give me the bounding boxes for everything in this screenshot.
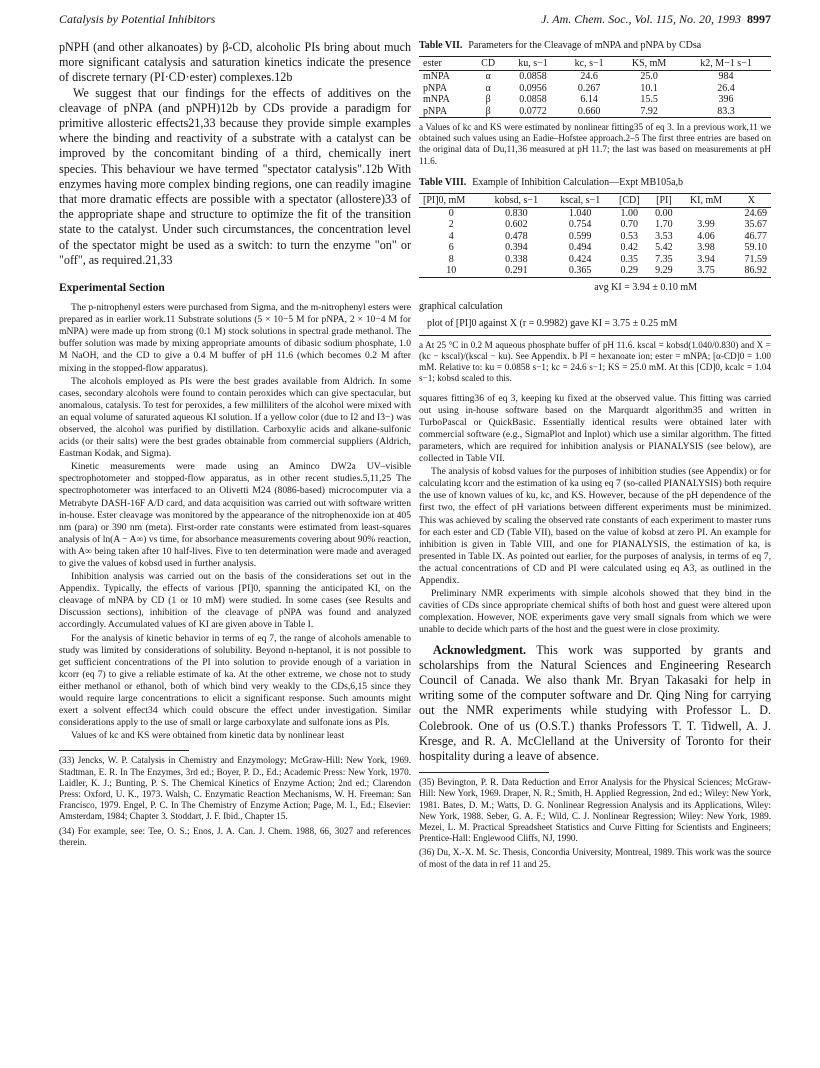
table-footnote: a Values of kc and KS were estimated by nonlinear fitting35 of eq 3. In a previous work,11 we obtained such values using an Eadie–Hofstee approach.2–5 The first three entries are based on the original data of Du,11,36 measured at pH 11.7; the last was based on measurements at pH 11.6. xyxy=(419,122,771,166)
footnote-divider xyxy=(59,750,189,751)
table-cell: 0.478 xyxy=(505,230,528,242)
column-header: X xyxy=(732,193,771,207)
reference-item: (35) Bevington, P. R. Data Reduction and Error Analysis for the Physical Sciences; McGraw-Hill: New York, 1969. Draper, N. R.; Smith, H. Applied Regression, 2nd ed.; Wiley: New York, 1981. Bates, D. M.; Watts, D. G. Nonlinear Regression Analysis and its Applications, Wiley: New York, 1988. Seber, G. A. F.; Wild, C. J. Nonlinear Regression; Wiley: New York, 1989. Mezei, L. M. Practical Spreadsheet Statistics and Curve Fitting for Scientists and Engineers; Prentice-Hall: Englewood Cliffs, NJ, 1990. xyxy=(419,777,771,844)
table-header-row xyxy=(419,193,771,207)
table-cell: 0.53 xyxy=(620,230,639,242)
table-row xyxy=(419,94,771,106)
table-cell: 26.4 xyxy=(717,82,735,94)
table-cell: 3.94 xyxy=(697,253,715,265)
graphical-heading: graphical calculation xyxy=(419,300,503,312)
table-cell: 10.1 xyxy=(640,82,658,94)
table-cell: 5.42 xyxy=(655,242,673,254)
paragraph: We suggest that our findings for the effects of additives on the cleavage of pNPA (and pNPH)12b by CDs provide a paradigm for primitive allosteric effects21,33 because they provide simple examples where the binding and reactivity of a substrate with a catalyst can be improved by the concomitant binding of a third, chemically inert species. This behaviour we have termed "spectator catalysis".12b With enzymes having more complex binding regions, one can readily imagine that more dramatic effects are possible with a spectator (allostere)33 of the appropriate shape and structure to optimize the fit of the transition state to the catalyst. Under such circumstances, the concentration level of the spectator might be used as a switch: to turn the enzyme "on" or "off", as required.21,33 xyxy=(59,85,411,267)
table-cell: 0.35 xyxy=(620,253,639,265)
left-column xyxy=(59,40,411,848)
table-cell: 0.291 xyxy=(483,265,549,277)
journal-name: J. Am. Chem. Soc., Vol. 115, No. 20, 1993 xyxy=(541,12,741,26)
paragraph: The p-nitrophenyl esters were purchased from Sigma, and the m-nitrophenyl esters were prepared as in earlier work.11 Substrate solutions (5 × 10−5 M for pNPA, 2 × 10−4 M for mNPA) were made up from strong (0.1 M) stock solutions in spectral grade methanol. The buffer solution was made by mixing appropriate amounts of dibasic sodium phosphate, 1.0 M NaOH, and the CD to give a 0.4 M buffer of pH 11.6 (which becomes 0.2 M after mixing in the stopped-flow apparatus). xyxy=(59,302,411,374)
table-cell: 6.14 xyxy=(580,94,598,105)
page-number: 8997 xyxy=(747,12,771,26)
table-cell: 1.040 xyxy=(568,207,592,219)
table-cell: 2 xyxy=(448,219,454,231)
table-cell: pNPA xyxy=(419,106,472,118)
paragraph: The alcohols employed as PIs were the best grades available from Aldrich. In some cases, secondary alcohols were found to contain peroxides which can give spectacular, but anomalous, catalysis. To test for peroxides, a few milliliters of the alcohol were mixed with an equal volume of saturated aqueous KI solution. If a yellow color (due to I2 and I3−) was observed, the alcohol was purified by distillation. Carboxylic acids and alkane-sulfonic acids (or their salts) were the best grades obtainable from commercial suppliers (Aldrich, Eastman Kodak, and Sigma). xyxy=(59,375,411,460)
table-cell: 0.602 xyxy=(505,219,528,231)
table-cell: 984 xyxy=(718,71,734,82)
reference-item: (34) For example, see: Tee, O. S.; Enos, J. A. Can. J. Chem. 1988, 66, 3027 and references therein. xyxy=(59,825,411,847)
table-cell: α xyxy=(485,82,491,94)
parameters-table xyxy=(419,56,771,118)
table-cell: 0.0858 xyxy=(519,94,547,105)
column-header: kobsd, s−1 xyxy=(483,193,549,207)
table-row xyxy=(419,71,771,83)
table-cell: 6 xyxy=(448,242,454,254)
table-header-row xyxy=(419,57,771,71)
table-cell: β xyxy=(472,106,505,118)
running-title: Catalysis by Potential Inhibitors xyxy=(59,12,216,26)
reference-list xyxy=(419,777,771,870)
table-label: Table VIII. xyxy=(419,176,467,188)
column-header: [PI]0, mM xyxy=(419,193,483,207)
table-cell: 0.394 xyxy=(505,242,528,254)
table-row xyxy=(419,231,771,243)
column-header: [PI] xyxy=(648,193,681,207)
column-header: kc, s−1 xyxy=(561,57,617,71)
table-cell: 4.06 xyxy=(697,230,715,242)
table-title: Parameters for the Cleavage of mNPA and pNPA by CDsa xyxy=(468,40,702,51)
table-cell: 9.29 xyxy=(648,265,681,277)
table-row xyxy=(419,265,771,277)
column-header: KS, mM xyxy=(617,57,681,71)
table-cell: 3.75 xyxy=(680,265,732,277)
table-cell: 0.0956 xyxy=(519,82,547,94)
journal-citation xyxy=(541,12,771,27)
graphical-result: plot of [PI]0 against X (r = 0.9982) gave KI = 3.75 ± 0.25 mM xyxy=(419,318,771,336)
table-cell: 0.754 xyxy=(568,219,592,231)
paragraph: Preliminary NMR experiments with simple alcohols showed that they bind in the cavities of CDs since appropriate chemical shifts of both host and guest were altered upon complexation. However, NOE experiments gave very small signals from which we were unable to decide which parts of the host and the guest were in close proximity. xyxy=(419,588,771,636)
table-row xyxy=(419,219,771,231)
table-cell: 0.42 xyxy=(620,242,639,254)
table-cell: 3.98 xyxy=(697,242,715,254)
table-cell: 83.3 xyxy=(681,106,771,118)
table-cell: 1.70 xyxy=(655,219,673,231)
table-cell: pNPA xyxy=(423,82,448,94)
acknowledgment xyxy=(419,643,771,765)
column-header: ester xyxy=(419,57,472,71)
table-cell xyxy=(680,207,732,219)
paragraph: The analysis of kobsd values for the purposes of inhibition studies (see Appendix) or for calculating kcorr and the estimation of ka using eq 7 (so-called PIANALYSIS) both require the use of known values of ku, kc, and KS. However, because of the pH dependence of the first two, the effect of pH variations between different experiments must be minimized. This was achieved by scaling the observed rate constants of each experiment to master runs for each ester and CD (Table VII), based on the value of kobsd at zero PI. An example for inhibition is given in Table VIII, and one for PIANALYSIS, the estimation of ka, is presented in Table IX. As pointed out earlier, for the purposes of analysis, in terms of eq 7, the actual concentrations of CD and PI were calculated using eq A3, as outlined in the Appendix. xyxy=(419,466,771,587)
table-cell: 3.53 xyxy=(655,230,673,242)
table-cell: 0.267 xyxy=(577,82,601,94)
table-label: Table VII. xyxy=(419,40,463,51)
table-cell: 24.69 xyxy=(744,207,767,219)
right-column xyxy=(419,40,771,870)
reference-item: (36) Du, X.-X. M. Sc. Thesis, Concordia University, Montreal, 1989. This work was the source of most of the data in ref 11 and 25. xyxy=(419,847,771,869)
acknowledgment-title: Acknowledgment. xyxy=(433,642,527,657)
table-cell: 0.830 xyxy=(505,207,528,219)
table-cell: 396 xyxy=(718,94,734,105)
paragraph: pNPH (and other alkanoates) by β-CD, alcoholic PIs bring about much more significant catalysis and saturation kinetics indicate the presence of discrete ternary (PI·CD·ester) complexes.12b xyxy=(59,40,411,85)
table-title: Example of Inhibition Calculation—Expt MB105a,b xyxy=(472,176,684,188)
table-cell: 0 xyxy=(448,207,454,219)
table-cell: 35.67 xyxy=(744,219,767,231)
table-cell: 15.5 xyxy=(640,94,658,105)
column-header: ku, s−1 xyxy=(505,57,562,71)
footnote-divider xyxy=(419,772,549,773)
table-cell: 0.599 xyxy=(568,230,592,242)
table-cell: α xyxy=(485,71,491,82)
table-row xyxy=(419,242,771,254)
acknowledgment-text: This work was supported by grants and scholarships from the Natural Sciences and Engineering Research Council of Canada. We also thank Mr. Bryan Takasaki for help in writing some of the computer software and Dr. Qing Ning for carrying out the NMR experiments while studying with Professor L. D. Colebrook. One of us (O.S.T.) thanks Professors T. T. Tidwell, A. J. Kresge, and R. A. McClelland at the University of Toronto for their hospitality during a leave of absence. xyxy=(419,642,771,763)
table-cell: 59.10 xyxy=(744,242,767,254)
table-cell: 24.6 xyxy=(580,71,598,82)
table-cell: 0.424 xyxy=(568,253,592,265)
paragraph: Values of kc and KS were obtained from kinetic data by nonlinear least xyxy=(71,730,345,742)
average-result: avg KI = 3.94 ± 0.10 mM xyxy=(594,281,697,293)
column-header: kscal, s−1 xyxy=(549,193,611,207)
reference-item: (33) Jencks, W. P. Catalysis in Chemistry and Enzymology; McGraw-Hill: New York, 1969. Stadtman, E. R. In The Enzymes, 3rd ed.; Boyer, P. D., Ed.; Academic Press: New York, 1970. Laidler, K. J.; Bunting, P. S. The Chemical Kinetics of Enzyme Action; 2nd ed.; Clarendon Press: Oxford, U. K., 1973. Walsh, C. Enzymatic Reaction Mechanisms, W. H. Freeman: San Francisco, 1979. Engel, P. C. In The Chemistry of Enzyme Action; Page, M. I., Ed.; Elsevier: Amsterdam, 1984; Chapter 3. Stoddart, J. F. Ibid., Chapter 15. xyxy=(59,755,411,822)
paragraph: Inhibition analysis was carried out on the basis of the considerations set out in the Appendix. Typically, the effects of various [PI]0, spanning the anticipated KI, on the cleavage of mNPA by CD (1 or 10 mM) were studied. In some cases (see Results and Discussion sections), inhibition of the cleavage of pNPA was found and analyzed accordingly. Accumulated values of KI are given above in Table I. xyxy=(59,571,411,631)
table-cell: 46.77 xyxy=(744,230,767,242)
section-title: Experimental Section xyxy=(59,282,165,295)
table-cell: mNPA xyxy=(423,94,450,105)
table-cell: 0.365 xyxy=(549,265,611,277)
table-row xyxy=(419,207,771,219)
paragraph: squares fitting36 of eq 3, keeping ku fixed at the observed value. This fitting was carried out using in-house software based on the Marquardt algorithm35 and written in TurboPascal or QuickBasic. Essentially identical results were obtained later with commercial software (e.g., SigmaPlot and Inplot) which use a similar algorithm. The fitted parameters, which are required for inhibition analysis or PIANALYSIS (see below), are collected in Table VII. xyxy=(419,392,771,465)
table-cell: 71.59 xyxy=(744,253,767,265)
table-row xyxy=(419,254,771,266)
table-cell: 10 xyxy=(419,265,483,277)
table-caption xyxy=(419,177,771,189)
table-cell: 0.00 xyxy=(655,207,673,219)
table-cell: 25.0 xyxy=(640,71,658,82)
paragraph: Kinetic measurements were made using an Aminco DW2a UV–visible spectrophotometer and stopped-flow apparatus, as in other recent studies.5,11,25 The spectrophotometer was interfaced to an Olivetti M24 (8086-based) microcomputer via a Metrabyte DASH-16F A/D card, and data acquisition was carried out with software written in-house. Ester cleavage was monitored by the appearance of the nitrophenoxide ion at 405 nm (para) or 390 nm (meta). First-order rate constants were estimated from least-squares analysis of ln(A − A∞) vs time, for absorbance measurements covering about 90% reaction, with A∞ being taken after 10 half-lives. Five to ten determination were made and averaged to give the values of kobsd used in further analysis. xyxy=(59,461,411,570)
table-caption xyxy=(419,40,771,52)
table-cell: 3.99 xyxy=(697,219,715,231)
table-cell: 0.0772 xyxy=(505,106,562,118)
inhibition-table xyxy=(419,193,771,278)
table-cell: 0.660 xyxy=(561,106,617,118)
table-cell: 0.494 xyxy=(568,242,592,254)
running-header xyxy=(59,12,771,30)
table-row xyxy=(419,83,771,95)
column-header: [CD] xyxy=(611,193,648,207)
table-cell: 86.92 xyxy=(732,265,771,277)
column-header: CD xyxy=(472,57,505,71)
table-cell: mNPA xyxy=(423,71,450,82)
table-cell: 7.35 xyxy=(655,253,673,265)
column-header: KI, mM xyxy=(680,193,732,207)
paragraph: For the analysis of kinetic behavior in terms of eq 7, the range of alcohols amenable to study was limited by considerations of solubility. Beyond n-heptanol, it is not possible to get sufficient concentrations of the PI into solution to provide enough of a variation in kcorr (eq 7) to give a reliable estimate of ka. At the other extreme, we chose not to study either methanol or ethanol, both of which bind very weakly to the CDs,6,15 since they would require large concentrations to elicit a significant response. Such amounts might exert a solvent effect34 which could obscure the effect under investigation. Similar considerations apply to the use of small or large carboxylate and sulfonate ions as PIs. xyxy=(59,632,411,729)
table-cell: 0.70 xyxy=(620,219,639,231)
table-cell: 7.92 xyxy=(617,106,681,118)
table-cell: 0.0858 xyxy=(519,71,547,82)
column-header: k2, M−1 s−1 xyxy=(681,57,771,71)
reference-list xyxy=(59,755,411,848)
table-cell: 8 xyxy=(448,253,454,265)
table-cell: β xyxy=(485,94,491,105)
table-row xyxy=(419,106,771,118)
table-cell: 1.00 xyxy=(620,207,639,219)
table-footnote: a At 25 °C in 0.2 M aqueous phosphate buffer of pH 11.6. kscal = kobsd(1.040/0.830) and X = (kc − kscal)/(kscal − ku). See Appendix. b PI = hexanoate ion; ester = mNPA; [α-CD]0 = 1.00 mM. Relative to: ku = 0.0858 s−1; kc = 24.6 s−1; KS = 25.0 mM. At this [CD]0, kcalc = 1.04 s−1; kobsd scaled to this. xyxy=(419,339,771,384)
table-cell: 0.338 xyxy=(505,253,528,265)
table-cell: 4 xyxy=(448,230,454,242)
table-cell: 0.29 xyxy=(611,265,648,277)
